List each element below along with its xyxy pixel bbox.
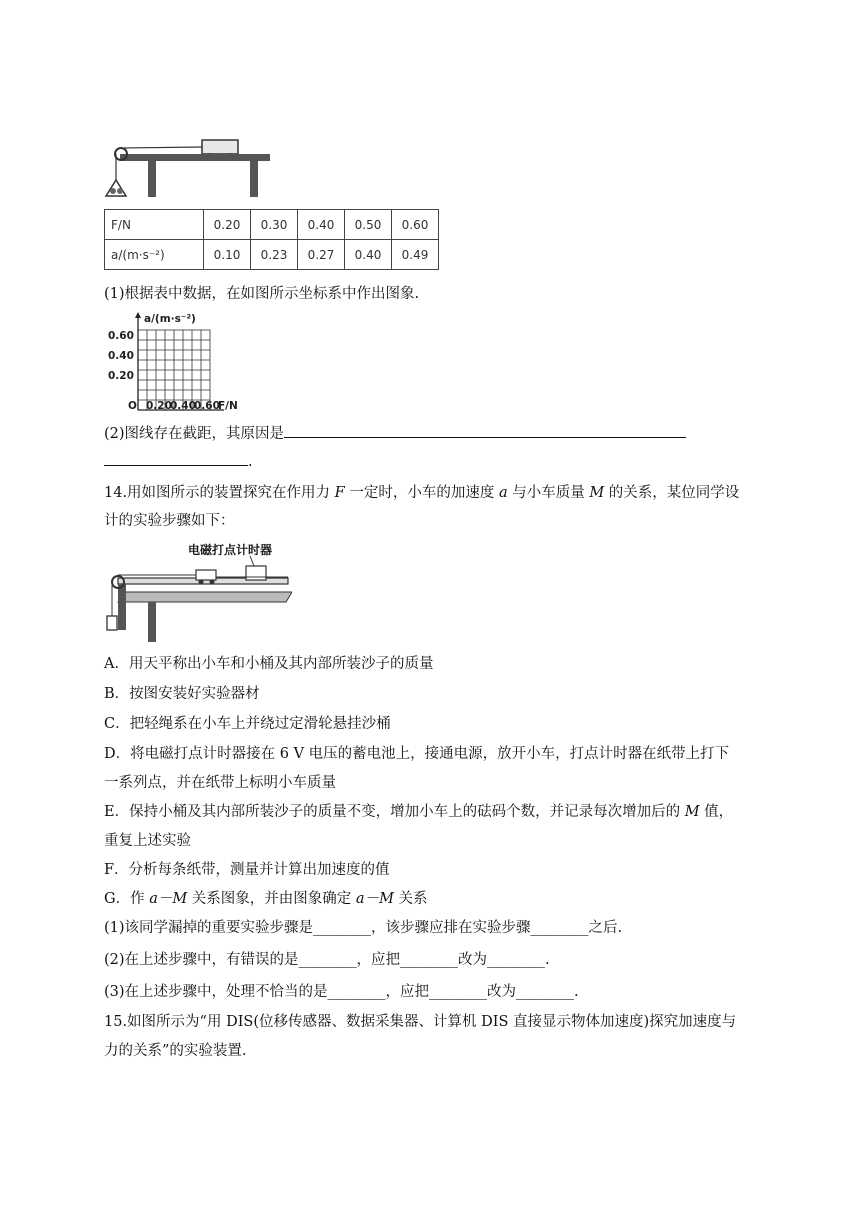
q15-line1: 15.如图所示为“用 DIS(位移传感器、数据采集器、计算机 DIS 直接显示物体加速度)探究加速度与 (104, 1014, 737, 1030)
q14-sub1: (1)该同学漏掉的重要实验步骤是________，该步骤应排在实验步骤________之后. (104, 920, 623, 936)
grid (138, 330, 210, 410)
q14-sub2: (2)在上述步骤中，有错误的是________，应把________改为________. (104, 952, 550, 968)
table-cell: 0.60 (392, 210, 439, 240)
q14-step-d-line2: 一系列点，并在纸带上标明小车质量 (104, 775, 336, 791)
q14-intro-line1: 14.用如图所示的装置探究在作用力 F 一定时，小车的加速度 a 与小车质量 M 的关系，某位同学设 (104, 485, 740, 501)
table-row-acceleration (105, 240, 439, 270)
answer-blank-line (104, 451, 248, 466)
table-header-f: F/N (105, 210, 204, 240)
q14-step-b: B．按图安装好实验器材 (104, 686, 260, 702)
table-cell: 0.10 (204, 240, 251, 270)
table-cell: 0.20 (204, 210, 251, 240)
cart-table-apparatus-figure (104, 136, 276, 200)
table-cell: 0.23 (251, 240, 298, 270)
x-tick-label: 0.40 (170, 400, 196, 412)
q14-step-e-line1: E．保持小桶及其内部所装沙子的质量不变，增加小车上的砝码个数，并记录每次增加后的 M 值， (104, 804, 734, 820)
x-axis-label: F/N (218, 400, 238, 412)
table-leg (148, 161, 156, 197)
cart-wheel (210, 580, 215, 585)
table-top (118, 592, 292, 602)
q14-intro-line2: 计的实验步骤如下： (104, 513, 235, 529)
x-tick-label: 0.20 (146, 400, 172, 412)
table-leg (250, 161, 258, 197)
q14-step-e-line2: 重复上述实验 (104, 833, 191, 849)
table-row-force (105, 210, 439, 240)
weight-hanger (106, 180, 126, 196)
y-axis-label: a/(m·s⁻²) (144, 313, 196, 325)
q14-step-c: C．把轻绳系在小车上并绕过定滑轮悬挂沙桶 (104, 716, 391, 732)
y-tick-label: 0.20 (108, 370, 134, 382)
cart (202, 140, 238, 154)
q13-part1: (1)根据表中数据，在如图所示坐标系中作出图象. (104, 286, 420, 302)
q14-sub3: (3)在上述步骤中，处理不恰当的是________，应把________改为________. (104, 984, 579, 1000)
q14-step-f: F．分析每条纸带，测量并计算出加速度的值 (104, 862, 390, 878)
table-cell: 0.27 (298, 240, 345, 270)
table-cell: 0.49 (392, 240, 439, 270)
cart-wheel (199, 580, 204, 585)
sand-bucket (107, 616, 117, 630)
table-cell: 0.30 (251, 210, 298, 240)
timer-label: 电磁打点计时器 (188, 543, 273, 557)
origin-label: O (128, 400, 137, 412)
grid-coordinate-figure (104, 310, 244, 414)
table-cell: 0.40 (345, 240, 392, 270)
x-tick-label: 0.60 (194, 400, 220, 412)
table-leg (118, 584, 126, 630)
y-tick-label: 0.40 (108, 350, 134, 362)
y-tick-label: 0.60 (108, 330, 134, 342)
table-cell: 0.50 (345, 210, 392, 240)
q13-part2: (2)图线存在截距，其原因是 (104, 423, 686, 444)
q14-step-a: A．用天平称出小车和小桶及其内部所装沙子的质量 (104, 656, 434, 672)
weight (110, 188, 116, 194)
q14-step-d-line1: D．将电磁打点计时器接在 6 V 电压的蓄电池上，接通电源，放开小车，打点计时器在纸带上打下 (104, 746, 730, 762)
table-top (120, 154, 270, 161)
q13-part2-continuation: . (104, 451, 253, 472)
q14-step-g: G．作 a－M 关系图象，并由图象确定 a－M 关系 (104, 891, 428, 907)
answer-blank-line (284, 423, 686, 438)
data-table (104, 209, 439, 270)
table-header-a: a/(m·s⁻²) (105, 240, 204, 270)
table-leg (148, 602, 156, 642)
string (124, 147, 202, 148)
weight (117, 188, 123, 194)
cart (196, 570, 216, 580)
ticker-timer (246, 566, 266, 580)
table-cell: 0.40 (298, 210, 345, 240)
y-axis-arrow (135, 312, 141, 318)
q15-line2: 力的关系”的实验装置. (104, 1043, 247, 1059)
label-pointer (250, 556, 254, 566)
ticker-timer-apparatus-figure (104, 540, 292, 644)
